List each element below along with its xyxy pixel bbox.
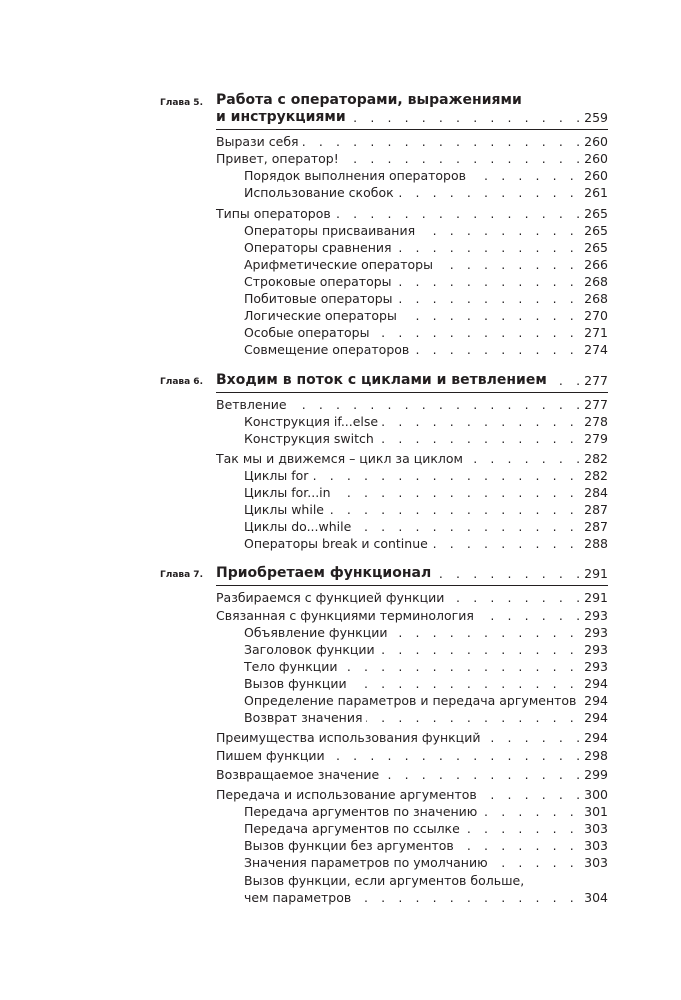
page-number: 277: [580, 396, 608, 413]
toc-entry[interactable]: [216, 589, 608, 606]
chapter-title-line1: Работа с операторами, выражениями: [216, 92, 522, 108]
page-number: 303: [580, 837, 608, 854]
toc-entry[interactable]: [216, 747, 608, 764]
toc-entry[interactable]: [216, 150, 608, 167]
entry-text: Преимущества использования функций: [216, 729, 484, 746]
page-number: 303: [580, 854, 608, 871]
toc-entry[interactable]: [244, 641, 608, 658]
entry-text: Циклы for...in: [244, 484, 335, 501]
toc-entry-wrapped[interactable]: [244, 872, 608, 889]
page-number: 303: [580, 820, 608, 837]
chapter-title-row[interactable]: [216, 372, 608, 389]
entry-text: Логические операторы: [244, 307, 401, 324]
page-number: 287: [580, 518, 608, 535]
entry-text: Ветвление: [216, 396, 291, 413]
entry-text: Пишем функции: [216, 747, 329, 764]
page-number: 287: [580, 501, 608, 518]
entry-text: Определение параметров и передача аргументов: [244, 692, 580, 709]
toc-entry[interactable]: [244, 518, 608, 535]
toc-entry[interactable]: [244, 324, 608, 341]
entry-text: Побитовые операторы: [244, 290, 397, 307]
entry-text: Вызов функции: [244, 675, 351, 692]
chapter-title-row[interactable]: [216, 565, 608, 582]
entry-text: чем параметров: [244, 889, 355, 906]
toc-entry[interactable]: [244, 341, 608, 358]
toc-entry[interactable]: [216, 133, 608, 150]
entry-text: Операторы break и continue: [244, 535, 432, 552]
entry-text: Порядок выполнения операторов: [244, 167, 470, 184]
chapter-label: Глава 6.: [160, 377, 203, 387]
entry-text: Совмещение операторов: [244, 341, 413, 358]
toc-entry[interactable]: [216, 396, 608, 413]
page-number: 294: [580, 692, 608, 709]
page-number: 291: [580, 565, 608, 582]
page-number: 265: [580, 239, 608, 256]
toc-entry[interactable]: [244, 535, 608, 552]
page-number: 259: [580, 109, 608, 126]
chapter-label: Глава 5.: [160, 98, 203, 108]
entry-text: Циклы for: [244, 467, 312, 484]
page-number: 260: [580, 167, 608, 184]
divider: [216, 392, 608, 393]
divider: [216, 129, 608, 130]
entry-text: Строковые операторы: [244, 273, 396, 290]
toc-entry[interactable]: [216, 205, 608, 222]
page-number: 294: [580, 729, 608, 746]
page-number: 282: [580, 467, 608, 484]
page-number: 268: [580, 290, 608, 307]
page-number: 271: [580, 324, 608, 341]
entry-text: Вызов функции без аргументов: [244, 837, 458, 854]
toc-entry[interactable]: [244, 803, 608, 820]
divider: [216, 585, 608, 586]
entry-text: Типы операторов: [216, 205, 335, 222]
toc-entry[interactable]: [244, 273, 608, 290]
page-number: 260: [580, 133, 608, 150]
page-number: 279: [580, 430, 608, 447]
entry-text: Разбираемся с функцией функции: [216, 589, 448, 606]
page-number: 282: [580, 450, 608, 467]
entry-text: Связанная с функциями терминология: [216, 607, 478, 624]
page-number: 304: [580, 889, 608, 906]
page-number: 265: [580, 222, 608, 239]
entry-text: Передача аргументов по ссылке: [244, 820, 464, 837]
page-number: 293: [580, 624, 608, 641]
page-number: 291: [580, 589, 608, 606]
chapter-title: Приобретаем функционал: [216, 565, 435, 582]
toc-entry[interactable]: [244, 854, 608, 871]
page-number: 278: [580, 413, 608, 430]
page-number: 265: [580, 205, 608, 222]
page-number: 274: [580, 341, 608, 358]
toc-entry[interactable]: [216, 729, 608, 746]
page-number: 261: [580, 184, 608, 201]
entry-text: Передача и использование аргументов: [216, 786, 481, 803]
page-number: 260: [580, 150, 608, 167]
toc-entry[interactable]: [244, 430, 608, 447]
entry-text: Вызов функции, если аргументов больше,: [244, 872, 528, 889]
page-number: 294: [580, 675, 608, 692]
entry-text: Привет, оператор!: [216, 150, 343, 167]
page-number: 284: [580, 484, 608, 501]
entry-text: Возвращаемое значение: [216, 766, 383, 783]
page-number: 293: [580, 641, 608, 658]
page-number: 268: [580, 273, 608, 290]
chapter-label: Глава 7.: [160, 570, 203, 580]
page-number: 270: [580, 307, 608, 324]
toc-entry[interactable]: [244, 184, 608, 201]
entry-text: Вырази себя: [216, 133, 303, 150]
page-number: 266: [580, 256, 608, 273]
toc-entry[interactable]: [244, 692, 608, 709]
toc-entry[interactable]: [244, 624, 608, 641]
toc-entry[interactable]: [244, 837, 608, 854]
chapter-title: Входим в поток с циклами и ветвлением: [216, 372, 551, 389]
toc-entry[interactable]: [244, 290, 608, 307]
entry-text: Тело функции: [244, 658, 342, 675]
toc-entry[interactable]: [216, 766, 608, 783]
toc-entry[interactable]: [216, 450, 608, 467]
entry-text: Заголовок функции: [244, 641, 379, 658]
toc-entry[interactable]: [244, 484, 608, 501]
toc-entry[interactable]: [244, 307, 608, 324]
entry-text: Операторы присваивания: [244, 222, 419, 239]
page-number: 293: [580, 607, 608, 624]
entry-text: Конструкция if...else: [244, 413, 382, 430]
entry-text: Передача аргументов по значению: [244, 803, 481, 820]
entry-text: Так мы и движемся – цикл за циклом: [216, 450, 467, 467]
toc-entry[interactable]: [244, 889, 608, 906]
page-number: 294: [580, 709, 608, 726]
page-number: 277: [580, 372, 608, 389]
entry-text: Циклы while: [244, 501, 328, 518]
entry-text: Значения параметров по умолчанию: [244, 854, 492, 871]
entry-text: Операторы сравнения: [244, 239, 396, 256]
toc-entry[interactable]: [244, 413, 608, 430]
toc-entry[interactable]: [244, 239, 608, 256]
entry-text: Использование скобок: [244, 184, 398, 201]
page-number: 288: [580, 535, 608, 552]
toc-entry[interactable]: [244, 709, 608, 726]
chapter-title-row[interactable]: [216, 109, 608, 126]
entry-text: Особые операторы: [244, 324, 373, 341]
entry-text: Возврат значения: [244, 709, 366, 726]
page-number: 298: [580, 747, 608, 764]
page-number: 299: [580, 766, 608, 783]
toc-entry[interactable]: [244, 256, 608, 273]
page-number: 293: [580, 658, 608, 675]
toc-entry[interactable]: [244, 675, 608, 692]
toc-entry[interactable]: [244, 167, 608, 184]
toc-entry[interactable]: [244, 658, 608, 675]
chapter-title: и инструкциями: [216, 109, 350, 126]
toc-entry[interactable]: [244, 467, 608, 484]
entry-text: Циклы do...while: [244, 518, 355, 535]
entry-text: Объявление функции: [244, 624, 391, 641]
toc-entry[interactable]: [244, 820, 608, 837]
entry-text: Арифметические операторы: [244, 256, 437, 273]
toc-entry[interactable]: [216, 786, 608, 803]
toc-entry[interactable]: [244, 501, 608, 518]
page-number: 301: [580, 803, 608, 820]
entry-text: Конструкция switch: [244, 430, 378, 447]
page-number: 300: [580, 786, 608, 803]
toc-entry[interactable]: [216, 607, 608, 624]
toc-entry[interactable]: [244, 222, 608, 239]
